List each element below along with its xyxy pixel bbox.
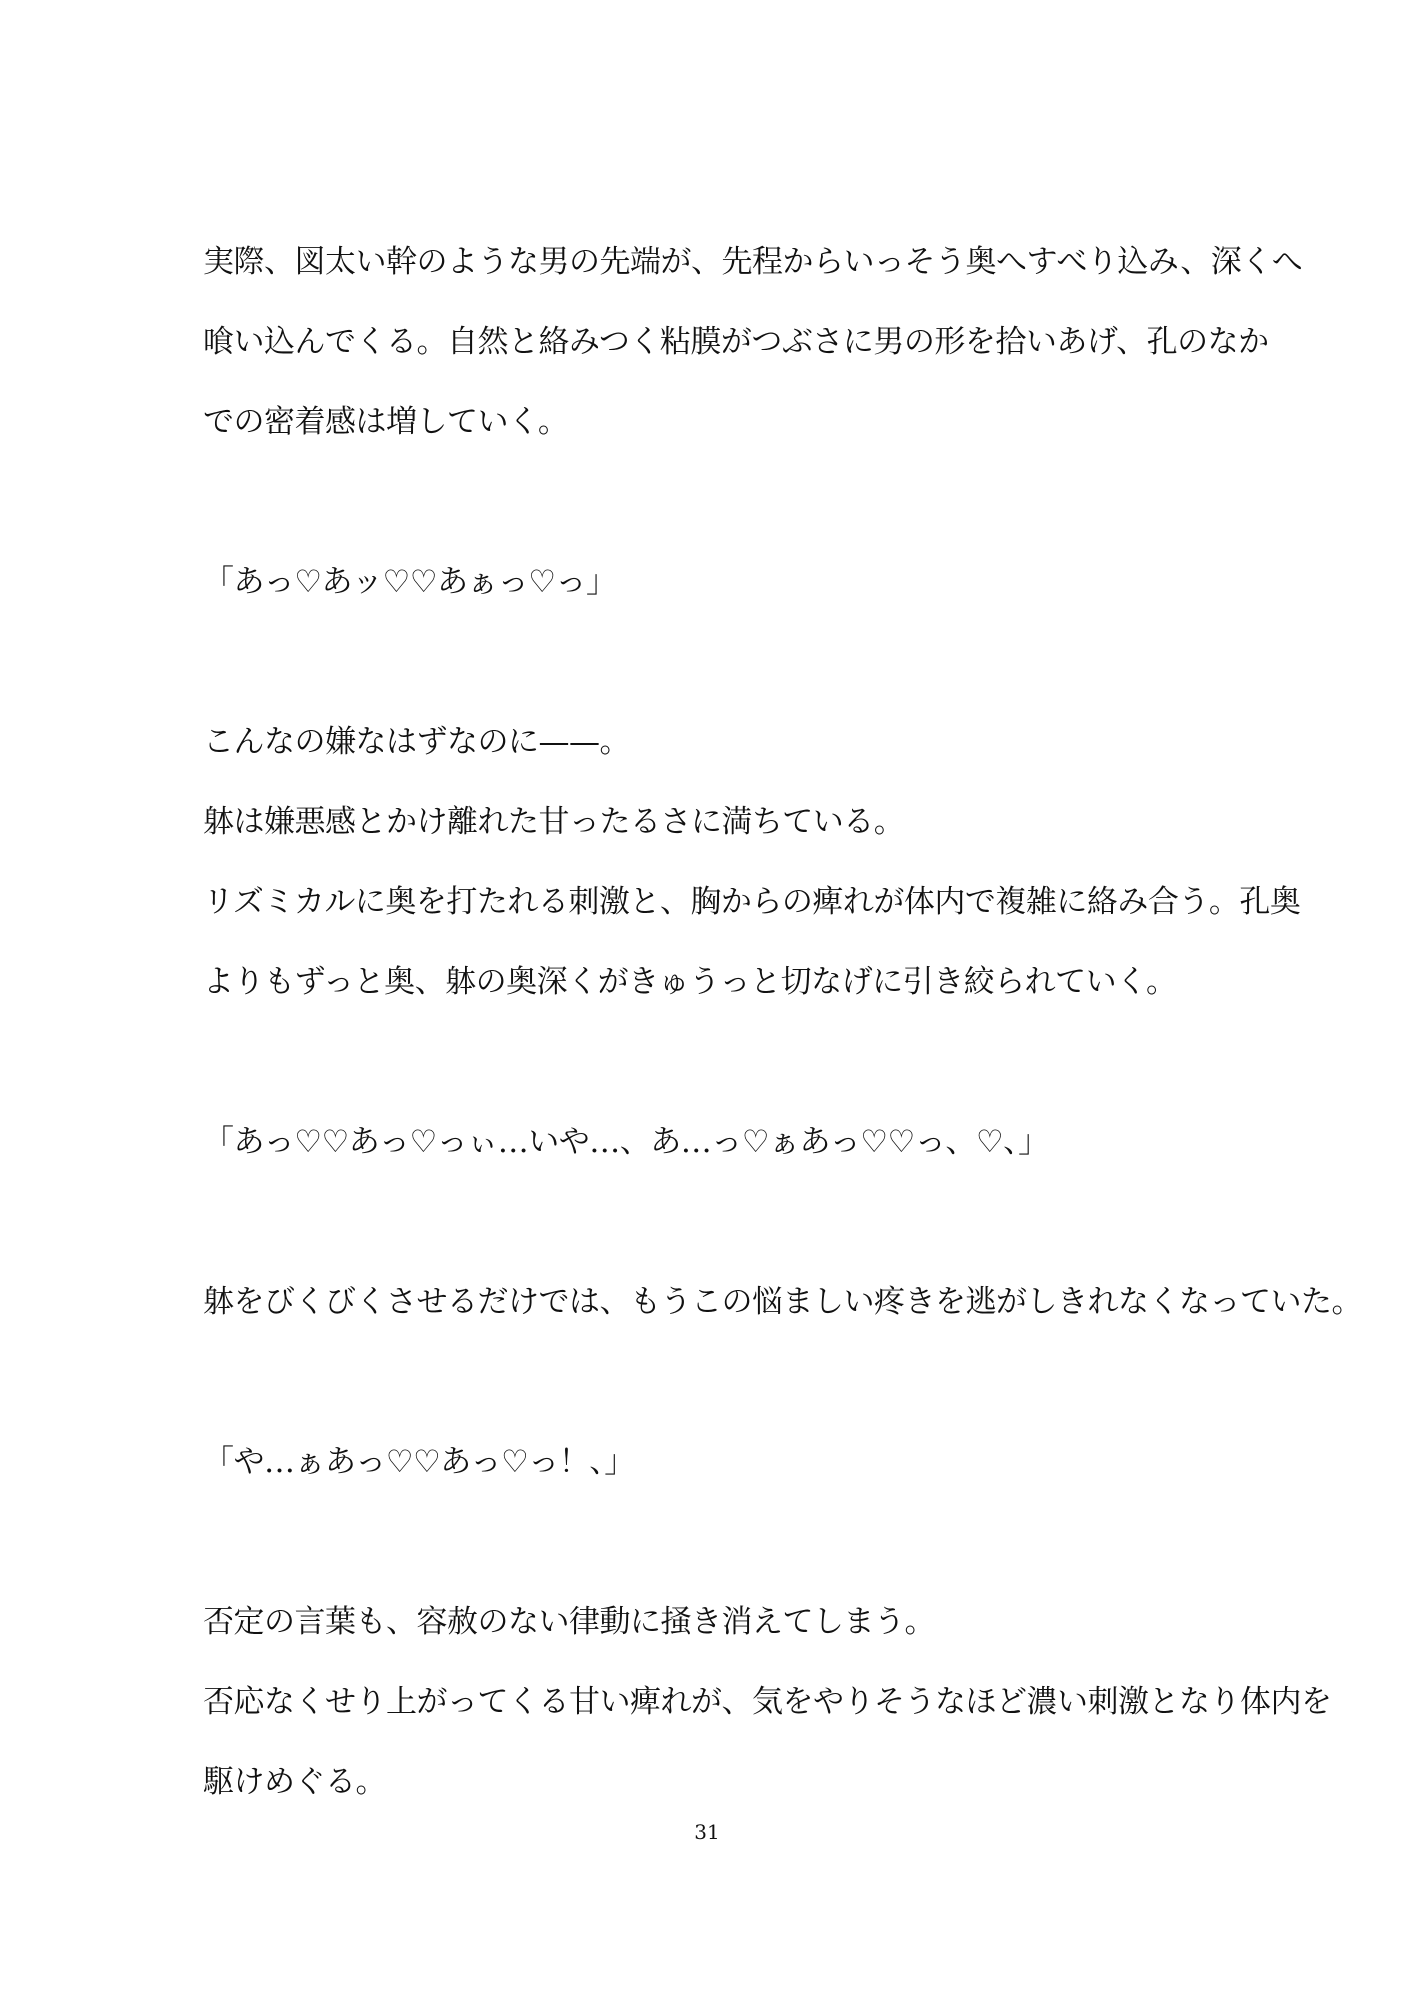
page-number: 31: [694, 1820, 720, 1844]
dialogue-line: 「あっ♡あッ♡♡あぁっ♡っ」: [203, 564, 617, 600]
text-line: こんなの嫌なはずなのに——。: [203, 724, 630, 760]
dialogue-line: 「あっ♡♡あっ♡っぃ…いや…、あ…っ♡ぁあっ♡♡っ、♡、」: [203, 1124, 1049, 1160]
text-line: 躰をびくびくさせるだけでは、もうこの悩ましい疼きを逃がしきれなくなっていた。: [203, 1284, 1362, 1320]
body-text: [203, 244, 1362, 1844]
blank-line: [203, 1364, 1223, 1400]
text-line: 否応なくせり上がってくる甘い痺れが、気をやりそうなほど濃い刺激となり体内を: [203, 1684, 1332, 1720]
blank-line: [203, 484, 1223, 520]
blank-line: [203, 1204, 1223, 1240]
blank-line: [203, 1044, 1223, 1080]
blank-line: [203, 1524, 1223, 1560]
text-line: リズミカルに奥を打たれる刺激と、胸からの痺れが体内で複雑に絡み合う。孔奥: [203, 884, 1301, 920]
text-line: 否定の言葉も、容赦のない律動に掻き消えてしまう。: [203, 1604, 935, 1640]
text-line: 躰は嫌悪感とかけ離れた甘ったるさに満ちている。: [203, 804, 905, 840]
text-line: 喰い込んでくる。自然と絡みつく粘膜がつぶさに男の形を拾いあげ、孔のなか: [203, 324, 1269, 360]
text-line: よりもずっと奥、躰の奥深くがきゅうっと切なげに引き絞られていく。: [203, 964, 1177, 1000]
blank-line: [203, 644, 1223, 680]
dialogue-line: 「や…ぁあっ♡♡あっ♡っ！、」: [203, 1444, 635, 1480]
text-line: 実際、図太い幹のような男の先端が、先程からいっそう奥へすべり込み、深くへ: [203, 244, 1303, 280]
text-line: での密着感は増していく。: [203, 404, 569, 440]
text-line: 駆けめぐる。: [203, 1764, 386, 1800]
